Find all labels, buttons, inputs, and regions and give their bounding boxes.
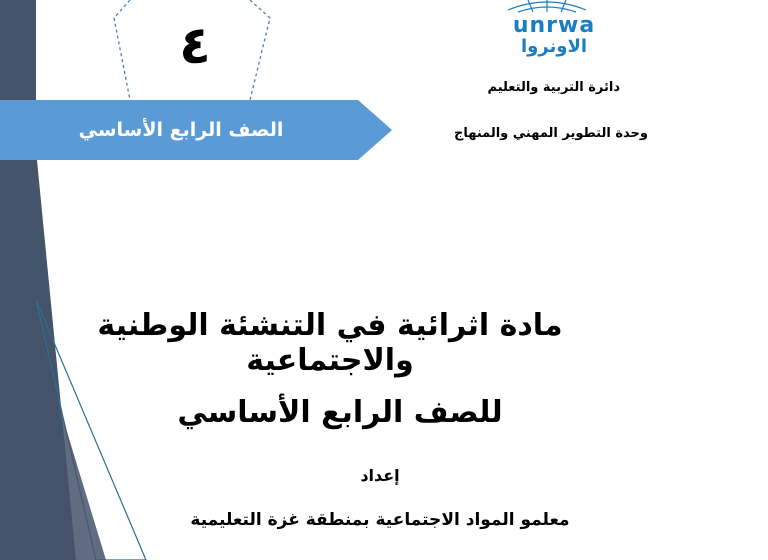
logo-text-latin: unrwa <box>512 13 596 38</box>
department-name: دائرة التربية والتعليم <box>487 80 620 95</box>
document-subtitle: للصف الرابع الأساسي <box>177 395 503 430</box>
grade-banner-label: الصف الرابع الأساسي <box>78 119 284 141</box>
authors-line: معلمو المواد الاجتماعية بمنطقة غزة التعليمية <box>190 510 570 530</box>
unit-name: وحدة التطوير المهني والمنهاج <box>453 126 648 141</box>
logo-text-arabic: الاونروا <box>520 36 588 57</box>
grade-number: ٤ <box>179 16 211 76</box>
left-sidebar-bar <box>0 0 36 560</box>
prepared-by-label: إعداد <box>360 466 400 485</box>
document-title: مادة اثرائية في التنشئة الوطنية والاجتماعية <box>97 308 563 378</box>
